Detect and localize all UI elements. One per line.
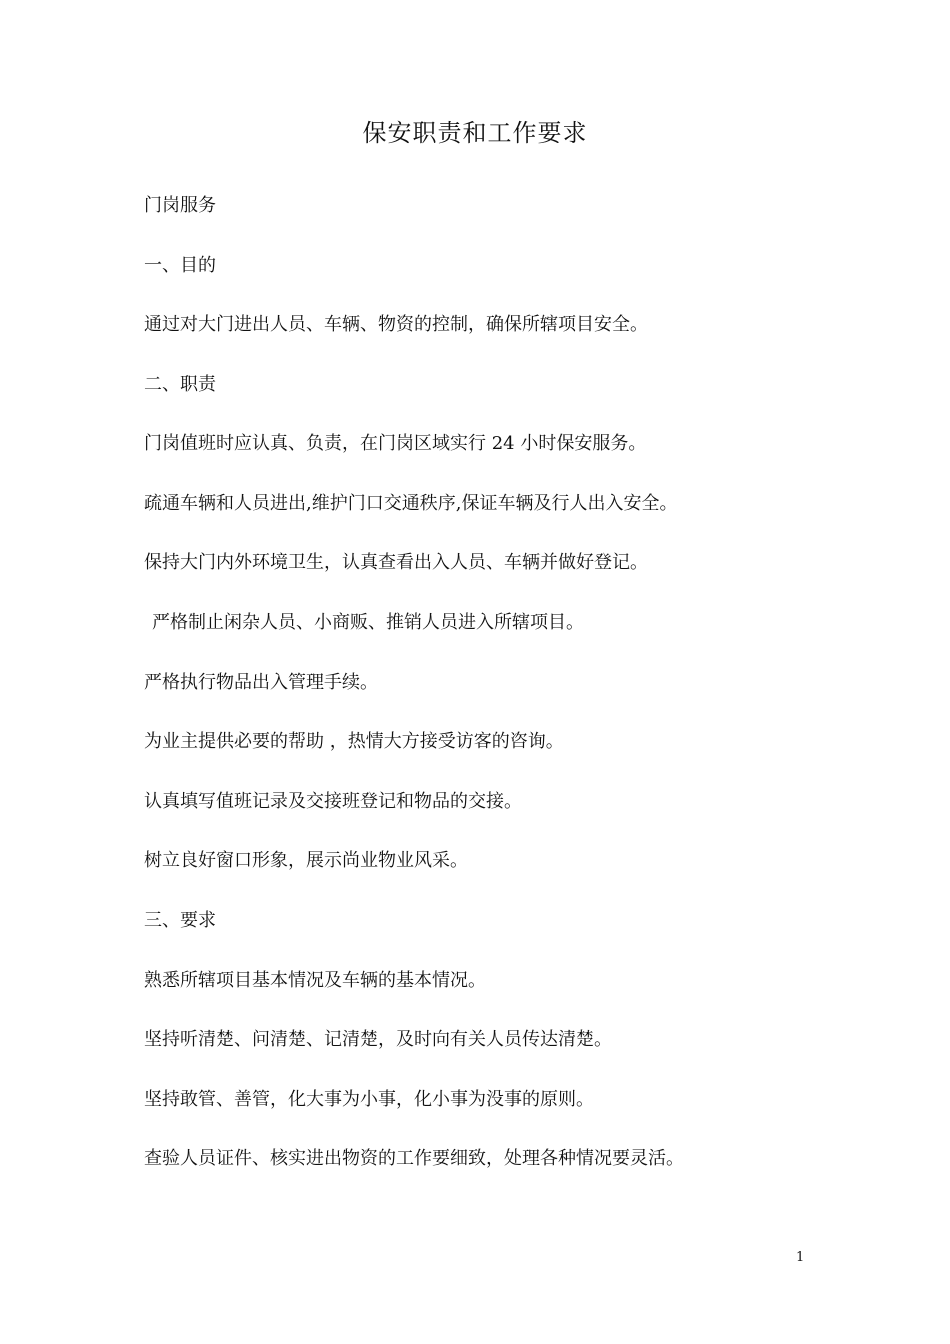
duty-item: 严格执行物品出入管理手续。 (144, 672, 378, 693)
purpose-paragraph: 通过对大门进出人员、车辆、物资的控制，确保所辖项目安全。 (144, 314, 648, 335)
duty-item: 保持大门内外环境卫生，认真查看出入人员、车辆并做好登记。 (144, 552, 648, 573)
duty-item: 严格制止闲杂人员、小商贩、推销人员进入所辖项目。 (152, 612, 584, 633)
requirement-item: 查验人员证件、核实进出物资的工作要细致，处理各种情况要灵活。 (144, 1148, 684, 1169)
duty-item: 树立良好窗口形象，展示尚业物业风采。 (144, 850, 468, 871)
section-heading: 门岗服务 (144, 195, 216, 216)
duty-item: 疏通车辆和人员进出,维护门口交通秩序,保证车辆及行人出入安全。 (144, 493, 678, 514)
page-number: 1 (796, 1250, 805, 1265)
document-title: 保安职责和工作要求 (362, 119, 588, 147)
duty-item: 门岗值班时应认真、负责，在门岗区域实行 24 小时保安服务。 (144, 433, 647, 454)
duty-item: 为业主提供必要的帮助 ，热情大方接受访客的咨询。 (144, 731, 564, 752)
heading-purpose: 一、目的 (144, 255, 216, 276)
duty-item: 认真填写值班记录及交接班登记和物品的交接。 (144, 791, 522, 812)
requirement-item: 熟悉所辖项目基本情况及车辆的基本情况。 (144, 970, 486, 991)
requirement-item: 坚持敢管、善管，化大事为小事，化小事为没事的原则。 (144, 1089, 594, 1110)
heading-requirements: 三、要求 (144, 910, 216, 931)
heading-duties: 二、职责 (144, 374, 216, 395)
requirement-item: 坚持听清楚、问清楚、记清楚，及时向有关人员传达清楚。 (144, 1029, 612, 1050)
